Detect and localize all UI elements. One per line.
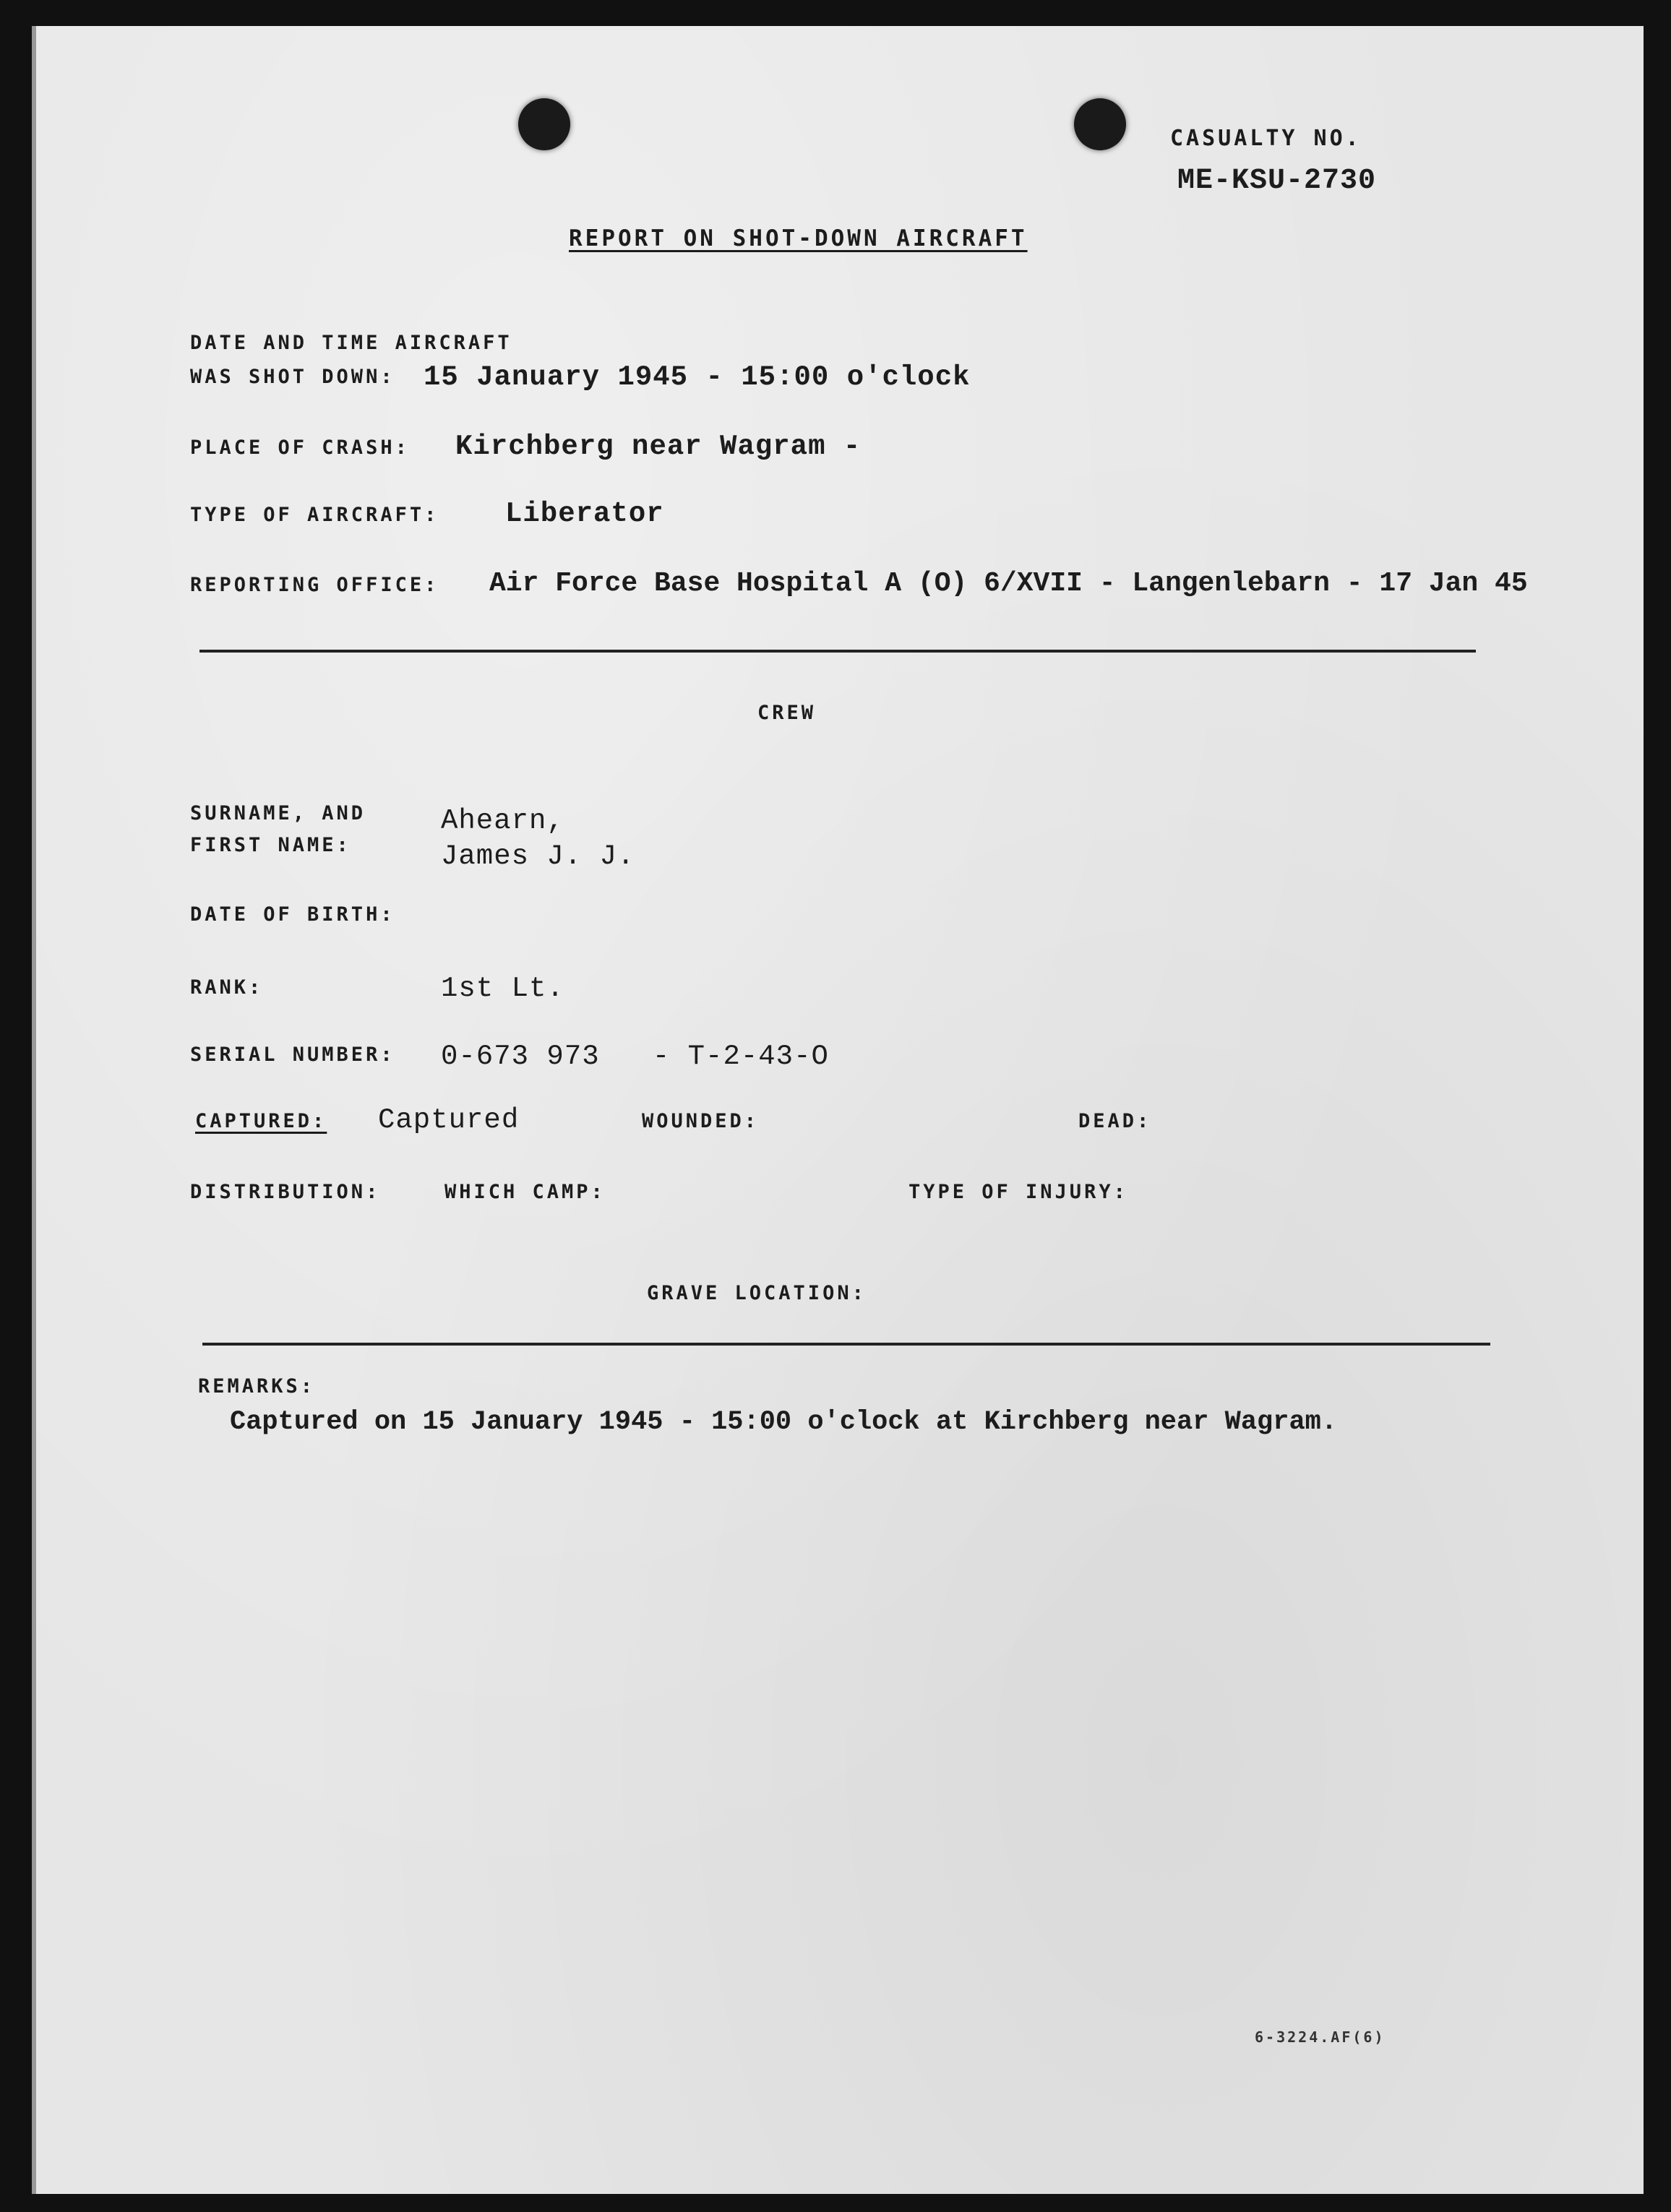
form-number: 6-3224.AF(6) bbox=[1255, 2028, 1386, 2046]
report-title: REPORT ON SHOT-DOWN AIRCRAFT bbox=[569, 225, 1028, 251]
divider-top bbox=[199, 650, 1476, 653]
dob-label: DATE OF BIRTH: bbox=[190, 903, 395, 926]
punch-hole-left bbox=[518, 98, 570, 150]
punch-hole-right bbox=[1074, 98, 1126, 150]
divider-bottom bbox=[202, 1343, 1490, 1346]
dead-label: DEAD: bbox=[1078, 1110, 1152, 1132]
type-label: TYPE OF AIRCRAFT: bbox=[190, 504, 439, 526]
rank-label: RANK: bbox=[190, 976, 264, 999]
type-value: Liberator bbox=[505, 498, 664, 530]
date-label-line2: WAS SHOT DOWN: bbox=[190, 366, 395, 388]
captured-value: Captured bbox=[378, 1104, 520, 1136]
grave-label: GRAVE LOCATION: bbox=[647, 1282, 867, 1304]
casualty-number: ME-KSU-2730 bbox=[1177, 165, 1377, 197]
distribution-label: DISTRIBUTION: bbox=[190, 1181, 381, 1203]
surname-value: Ahearn, bbox=[441, 805, 564, 837]
place-label: PLACE OF CRASH: bbox=[190, 436, 410, 459]
remarks-label: REMARKS: bbox=[198, 1375, 316, 1398]
date-value: 15 January 1945 - 15:00 o'clock bbox=[424, 361, 971, 393]
remarks-text: Captured on 15 January 1945 - 15:00 o'clock at Kirchberg near Wagram. bbox=[230, 1407, 1338, 1437]
casualty-label: CASUALTY NO. bbox=[1170, 126, 1362, 151]
captured-label: CAPTURED: bbox=[195, 1110, 327, 1132]
office-value: Air Force Base Hospital A (O) 6/XVII - Langenlebarn - 17 Jan 45 bbox=[489, 568, 1528, 599]
first-name-value: James J. J. bbox=[441, 840, 635, 872]
document-page bbox=[32, 26, 1644, 2194]
injury-label: TYPE OF INJURY: bbox=[908, 1181, 1128, 1203]
crew-heading: CREW bbox=[757, 702, 817, 724]
office-label: REPORTING OFFICE: bbox=[190, 574, 439, 596]
serial-value: 0-673 973 - T-2-43-O bbox=[441, 1041, 829, 1072]
name-label-line2: FIRST NAME: bbox=[190, 834, 351, 856]
place-value: Kirchberg near Wagram - bbox=[455, 431, 862, 462]
serial-label: SERIAL NUMBER: bbox=[190, 1043, 395, 1066]
name-label-line1: SURNAME, AND bbox=[190, 802, 366, 825]
wounded-label: WOUNDED: bbox=[642, 1110, 760, 1132]
camp-label: WHICH CAMP: bbox=[444, 1181, 606, 1203]
date-label-line1: DATE AND TIME AIRCRAFT bbox=[190, 332, 512, 354]
rank-value: 1st Lt. bbox=[441, 973, 564, 1004]
